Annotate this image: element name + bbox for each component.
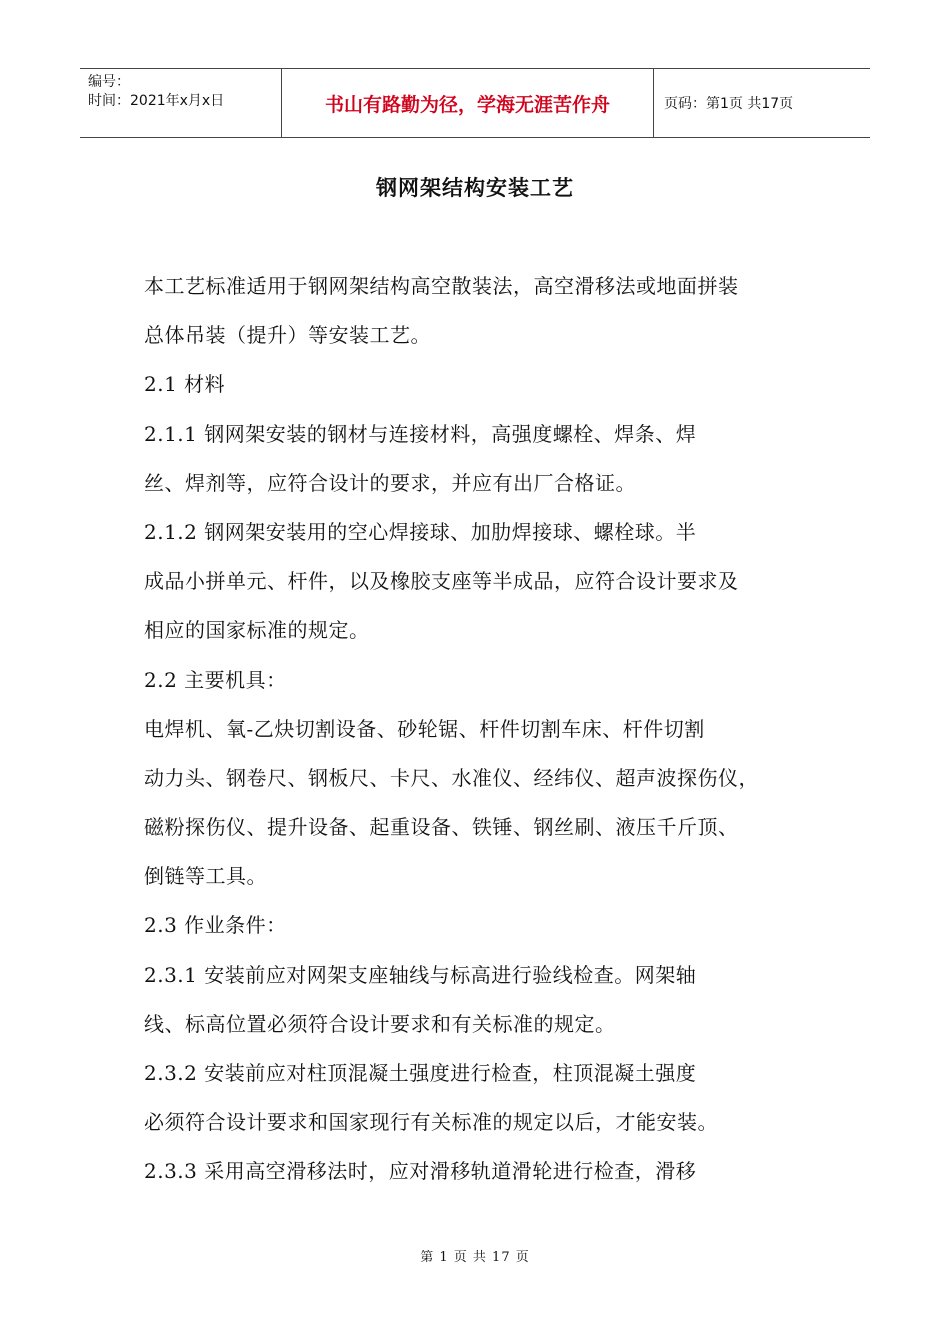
body-line: 2.3.1 安装前应对网架支座轴线与标高进行验线检查。网架轴 xyxy=(144,962,697,987)
number-label: 编号： xyxy=(88,74,130,90)
body-line: 动力头、钢卷尺、钢板尺、卡尺、水准仪、经纬仪、超声波探伤仪， xyxy=(144,765,759,790)
document-title: 钢网架结构安装工艺 xyxy=(376,176,574,200)
header-meta-cell xyxy=(80,69,282,137)
body-line: 2.1.2 钢网架安装用的空心焊接球、加肋焊接球、螺栓球。半 xyxy=(144,519,697,544)
document-body xyxy=(144,262,814,1197)
body-line: 倒链等工具。 xyxy=(144,864,267,889)
body-line: 2.1.1 钢网架安装的钢材与连接材料，高强度螺栓、焊条、焊 xyxy=(144,421,697,446)
body-line: 2.3.3 采用高空滑移法时，应对滑移轨道滑轮进行检查，滑移 xyxy=(144,1159,697,1184)
body-line: 总体吊装（提升）等安装工艺。 xyxy=(144,323,431,348)
body-line: 线、标高位置必须符合设计要求和有关标准的规定。 xyxy=(144,1011,616,1036)
page-info: 页码：第1页 共17页 xyxy=(664,96,794,112)
page-footer: 第 1 页 共 17 页 xyxy=(420,1250,530,1265)
body-line: 磁粉探伤仪、提升设备、起重设备、铁锤、钢丝刷、液压千斤顶、 xyxy=(144,815,739,840)
body-line: 电焊机、氧-乙炔切割设备、砂轮锯、杆件切割车床、杆件切割 xyxy=(144,716,705,741)
body-line: 本工艺标准适用于钢网架结构高空散装法，高空滑移法或地面拼装 xyxy=(144,274,739,298)
header-page-cell xyxy=(654,69,870,137)
body-line: 相应的国家标准的规定。 xyxy=(144,618,370,643)
body-line: 2.3 作业条件： xyxy=(144,913,287,938)
body-line: 2.3.2 安装前应对柱顶混凝土强度进行检查，柱顶混凝土强度 xyxy=(144,1061,697,1085)
time-label: 时间：2021年x月x日 xyxy=(88,93,225,109)
body-line: 2.1 材料 xyxy=(144,372,226,397)
body-line: 2.2 主要机具： xyxy=(144,667,287,692)
motto-text: 书山有路勤为径，学海无涯苦作舟 xyxy=(324,93,610,116)
body-line: 必须符合设计要求和国家现行有关标准的规定以后，才能安装。 xyxy=(144,1110,718,1135)
body-line: 丝、焊剂等，应符合设计的要求，并应有出厂合格证。 xyxy=(144,470,636,495)
body-line: 成品小拼单元、杆件，以及橡胶支座等半成品，应符合设计要求及 xyxy=(144,569,739,594)
header-motto-cell xyxy=(282,69,654,137)
header-table xyxy=(80,68,870,138)
